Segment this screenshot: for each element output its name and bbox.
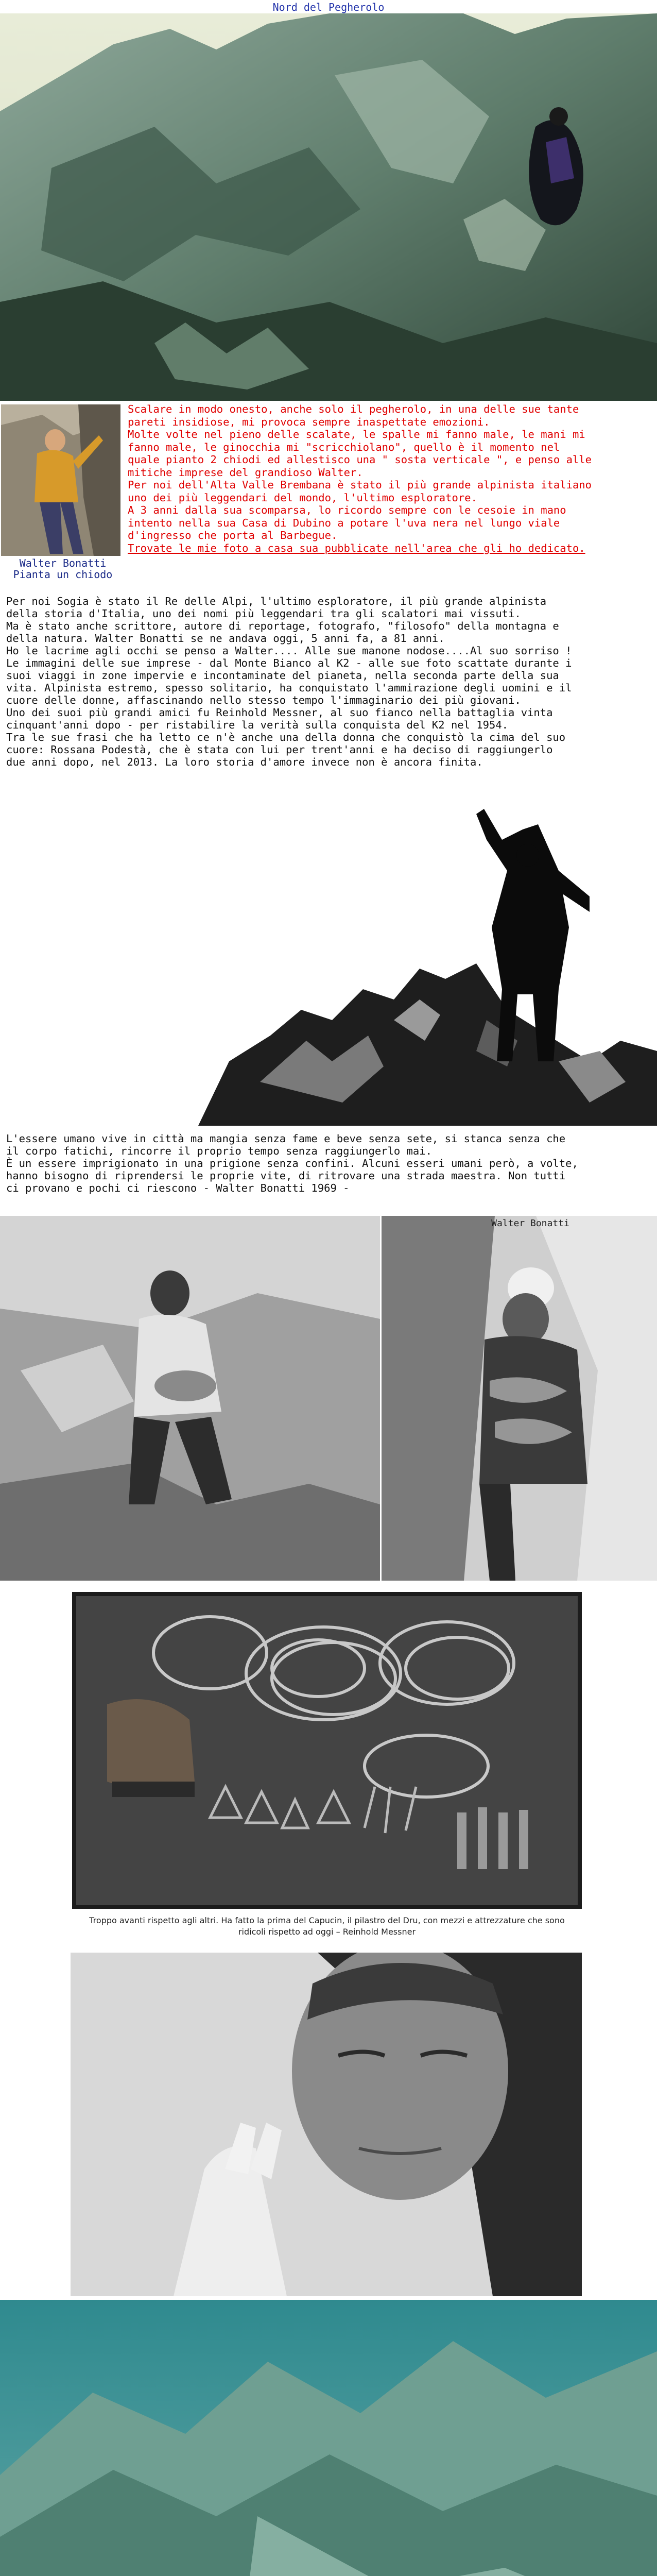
bonatti-closeup-photo — [71, 1953, 582, 2296]
photo-label: Walter Bonatti — [491, 1218, 569, 1229]
bio-line: vita. Alpinista estremo, spesso solitario, ha conquistato l'ammirazione degli uomini e il — [6, 682, 572, 694]
portrait-caption-name: Walter Bonatti — [19, 557, 107, 569]
intro-line: mitiche imprese del grandioso Walter. — [128, 466, 363, 479]
bio-line: della natura. Walter Bonatti se ne andava oggi, 5 anni fa, a 81 anni. — [6, 632, 445, 645]
intro-line: A 3 anni dalla sua scomparsa, lo ricordo sempre con le cesoie in mano — [128, 504, 566, 516]
climber-with-ropes-photo — [382, 1216, 657, 1581]
bio-line: Per noi Sogia è stato il Re delle Alpi, l'ultimo esploratore, il più grande alpinista — [6, 595, 547, 607]
intro-line: d'ingresso che porta al Barbegue. — [128, 529, 338, 541]
bio-line: della storia d'Italia, uno dei nomi più leggendari tra gli scalatori mai vissuti. — [6, 607, 521, 620]
bonatti-quote — [6, 1132, 651, 1194]
portrait-caption — [1, 557, 125, 580]
mountain-ridge-photo — [0, 2300, 657, 2576]
intro-line: fanno male, le ginocchia mi "scricchiolano", quello è il momento nel — [128, 440, 560, 453]
bio-line: Tra le sue frasi che ha letto ce n'è anche una della donna che conquistò la cima del suo — [6, 731, 566, 743]
bonatti-portrait-photo — [1, 404, 120, 556]
bio-line: suoi viaggi in zone impervie e incontaminate del pianeta, nella seconda parte della sua — [6, 669, 559, 682]
summit-silhouette-photo — [198, 793, 657, 1126]
bio-line: Uno dei suoi più grandi amici fu Reinhold Messner, al suo fianco nella battaglia vinta — [6, 706, 553, 719]
bio-line: Le immagini delle sue imprese - dal Monte Bianco al K2 - alle sue foto scattate durante i — [6, 657, 572, 669]
bio-line: cinquant'anni dopo - per ristabilire la verità sulla conquista del K2 nel 1954. — [6, 719, 509, 731]
gear-caption — [72, 1915, 582, 1938]
quote-line: È un essere imprigionato in una prigione senza confini. Alcuni esseri umani però, a volte, — [6, 1157, 578, 1170]
bio-text — [6, 595, 651, 768]
intro-line: Per noi dell'Alta Valle Brembana è stato il più grande alpinista italiano — [128, 479, 592, 491]
intro-line: Molte volte nel pieno delle scalate, le spalle mi fanno male, le mani mi — [128, 428, 585, 440]
intro-line: uno dei più leggendari del mondo, l'ultimo esploratore. — [128, 491, 477, 504]
quote-line: ci provano e pochi ci riescono - Walter Bonatti 1969 - — [6, 1182, 350, 1194]
bio-line: cuore delle donne, affascinando nello stesso tempo l'immaginario dei più giovani. — [6, 694, 521, 706]
bio-line: Ho le lacrime agli occhi se penso a Walter.... Alle sue manone nodose....Al suo sorriso ! — [6, 645, 572, 657]
gear-caption-line: Troppo avanti rispetto agli altri. Ha fatto la prima del Capucin, il pilastro del Dru, con mezzi e attrezzature che sono — [89, 1916, 565, 1925]
bio-line: cuore: Rossana Podestà, che è stata con lui per trent'anni e ha deciso di raggiungerlo — [6, 743, 553, 756]
intro-line: Scalare in modo onesto, anche solo il pegherolo, in una delle sue tante — [128, 403, 579, 415]
climber-on-rocks-photo — [0, 1216, 380, 1581]
hero-climbing-photo — [0, 13, 657, 401]
intro-line: intento nella sua Casa di Dubino a potare l'uva nera nel lungo viale — [128, 516, 560, 529]
quote-line: il corpo fatichi, rincorre il proprio tempo senza raggiungerlo mai. — [6, 1145, 432, 1157]
quote-line: L'essere umano vive in città ma mangia senza fame e beve senza sete, si stanca senza che — [6, 1132, 566, 1145]
bio-line: Ma è stato anche scrittore, autore di reportage, fotografo, "filosofo" della montagna e — [6, 620, 559, 632]
quote-line: hanno bisogno di riprendersi le proprie vite, di ritrovare una strada maestra. Non tutti — [6, 1170, 566, 1182]
climbing-gear-photo — [76, 1596, 578, 1905]
photos-link[interactable]: Trovate le mie foto a casa sua pubblicate nell'area che gli ho dedicato. — [128, 541, 585, 554]
intro-line: pareti insidiose, mi provoca sempre inaspettate emozioni. — [128, 415, 490, 428]
page-title: Nord del Pegherolo — [272, 1, 385, 13]
intro-line: quale pianto 2 chiodi ed allestisco una " sosta verticale ", e penso alle — [128, 453, 592, 466]
portrait-caption-action: Pianta un chiodo — [13, 568, 113, 581]
bio-line: due anni dopo, nel 2013. La loro storia d'amore invece non è ancora finita. — [6, 756, 483, 768]
intro-text — [128, 403, 654, 554]
gear-caption-line: ridicoli rispetto ad oggi – Reinhold Messner — [238, 1927, 416, 1937]
